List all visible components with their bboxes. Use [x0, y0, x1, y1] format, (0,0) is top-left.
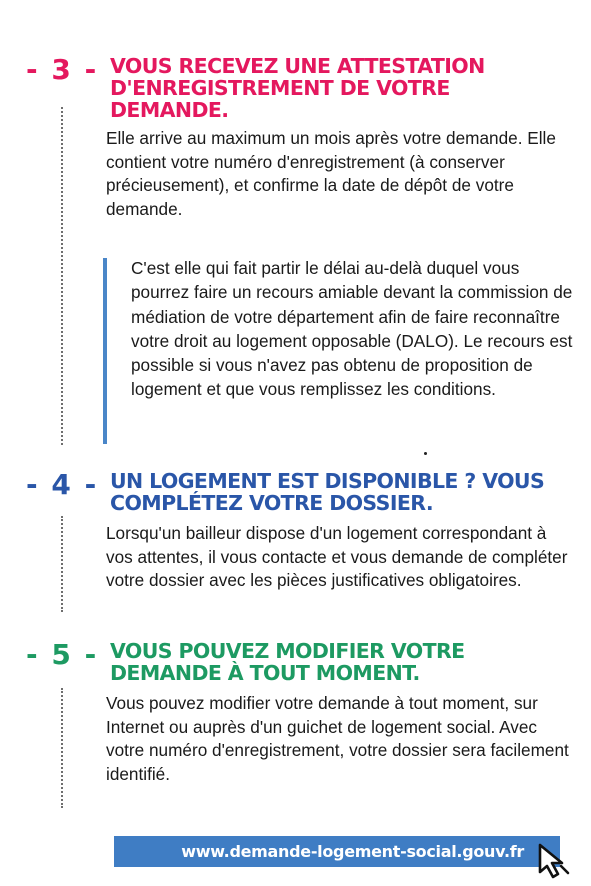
step-4-section: [0, 470, 591, 620]
step-5-dotted-line: [61, 688, 63, 808]
url-banner: [114, 836, 560, 867]
stray-dot: [424, 452, 427, 455]
step-3-text: Elle arrive au maximum un mois après votre demande. Elle contient votre numéro d'enregistrement (à conserver précieusement), et confirme la date de dépôt de votre demande.: [106, 128, 556, 219]
step-3-note: [103, 256, 573, 446]
step-4-title: UN LOGEMENT EST DISPONIBLE ? VOUS COMPLÉTEZ VOTRE DOSSIER.: [110, 469, 545, 515]
cursor-arrow-icon: [537, 842, 571, 880]
step-5-section: [0, 640, 591, 815]
step-5-text: Vous pouvez modifier votre demande à tout moment, sur Internet ou auprès d'un guichet de logement social. Avec votre numéro d'enregistrement, votre dossier sera facilement identifié.: [106, 693, 569, 784]
website-link[interactable]: www.demande-logement-social.gouv.fr: [181, 842, 524, 861]
step-3-number: - 3 -: [26, 53, 99, 86]
step-4-text: Lorsqu'un bailleur dispose d'un logement correspondant à vos attentes, il vous contacte et vous demande de compléter votre dossier avec les pièces justificatives obligatoires.: [106, 523, 568, 590]
step-3-title: VOUS RECEVEZ UNE ATTESTATION D'ENREGISTREMENT DE VOTRE DEMANDE.: [110, 54, 485, 122]
step-3-dotted-line: [61, 107, 63, 445]
step-5-title: VOUS POUVEZ MODIFIER VOTRE DEMANDE À TOUT MOMENT.: [110, 639, 465, 685]
step-5-number: - 5 -: [26, 638, 99, 671]
note-accent-bar: [103, 258, 107, 444]
step-4-dotted-line: [61, 516, 63, 612]
step-4-number: - 4 -: [26, 468, 99, 501]
step-3-note-text: C'est elle qui fait partir le délai au-delà duquel vous pourrez faire un recours amiable devant la commission de médiation de votre département afin de faire reconnaître votre droit au logement opposable (DALO). Le recours est possible si vous n'avez pas obtenu de proposition de logement et que vous remplissez les conditions.: [131, 258, 573, 400]
